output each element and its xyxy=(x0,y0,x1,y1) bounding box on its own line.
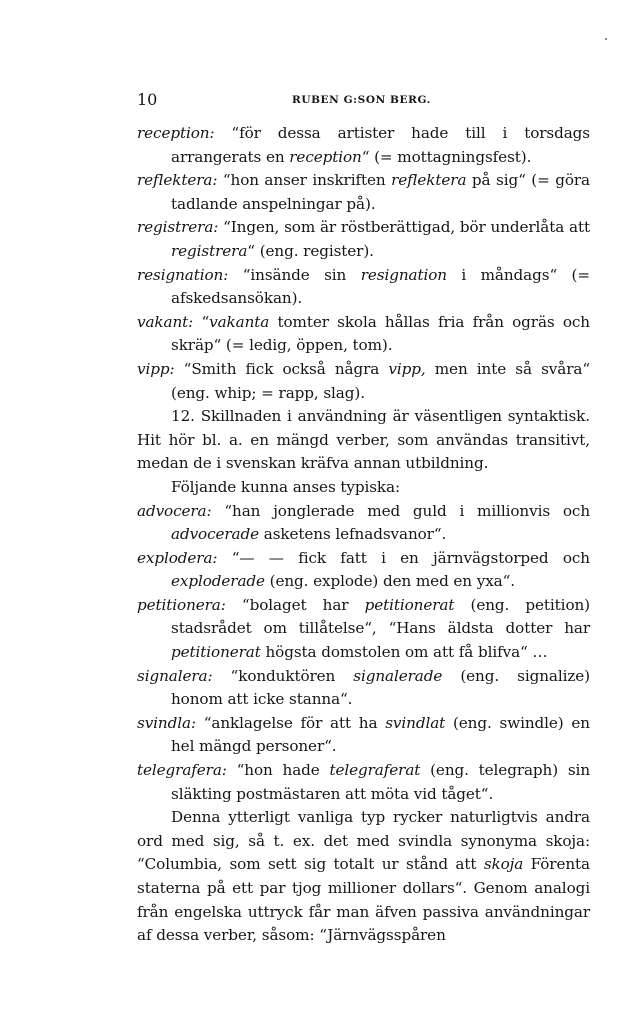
entry-reflektera xyxy=(137,169,590,216)
entry-term: petitionera: xyxy=(137,595,226,614)
entry-reception xyxy=(137,122,590,169)
entry-example-italic: vakanta xyxy=(209,312,270,331)
entry-term: registrera: xyxy=(137,218,219,237)
entry-text: “insände sin xyxy=(228,265,361,284)
entry-example-italic: advocerade xyxy=(171,525,260,544)
entry-telegrafera xyxy=(137,759,590,806)
entry-svindla xyxy=(137,712,590,759)
entry-text: “bolaget har xyxy=(225,595,365,614)
entry-term: reflektera: xyxy=(137,171,218,190)
entry-term: resignation: xyxy=(137,265,229,284)
entry-text: tomter skola hållas fria från ogräs och skräp“ (= ledig, öppen, tom). xyxy=(171,312,590,355)
entry-registrera xyxy=(137,216,590,263)
entry-term: vipp: xyxy=(137,359,175,378)
entry-example-italic: signalerade xyxy=(353,666,443,685)
entry-text: (eng. telegraph) sin släkting postmästaren att möta vid tåget“. xyxy=(171,761,591,803)
entry-text: “ xyxy=(193,312,210,331)
entry-text: “anklagelse för att ha xyxy=(195,713,386,732)
entry-explodera xyxy=(137,547,590,594)
entry-example-italic: petitionerat xyxy=(171,643,261,662)
body-text xyxy=(137,122,590,948)
entry-petitionera xyxy=(137,594,590,665)
entry-term: telegrafera: xyxy=(137,761,227,780)
entry-text: “— — fick fatt i en järnvägstorped och xyxy=(217,548,590,567)
entry-signalera xyxy=(137,665,590,712)
entry-example-italic: vipp, xyxy=(388,359,426,378)
entry-example-italic: reception xyxy=(289,147,362,166)
paragraph-text: Denna ytterligt vanliga typ rycker naturligtvis andra ord med sig, så t. ex. det med svindla synonyma skoja: “Columbia, som sett sig totalt ur stånd att xyxy=(137,808,590,874)
entry-text: “Smith fick också några xyxy=(174,359,389,378)
entry-advocera xyxy=(137,500,590,547)
entry-term: reception: xyxy=(137,124,215,142)
entry-text: “för dessa artister hade till i torsdags arrangerats en xyxy=(171,124,590,166)
paragraph-text: Förenta staterna på ett par tjog millioner dollars“. Genom analogi från engelska uttryck får man äfven passiva användningar af dessa verber, såsom: “Järnvägsspåren xyxy=(137,855,590,945)
entry-text: asketens lefnadsvanor“. xyxy=(259,525,447,544)
entry-example-italic: svindlat xyxy=(385,713,446,732)
entry-example-italic: resignation xyxy=(360,265,447,284)
entry-text: i måndags“ (= afskedsansökan). xyxy=(171,265,591,308)
entry-text: “ (eng. register). xyxy=(247,241,374,260)
speck-mark xyxy=(605,38,607,40)
entry-example-italic: telegraferat xyxy=(329,761,421,780)
entry-text: (eng. signalize) honom att icke stanna“. xyxy=(171,666,590,709)
entry-text: “hon anser inskriften xyxy=(217,171,392,190)
entry-example-italic: exploderade xyxy=(171,572,265,591)
entry-text: (eng. explode) den med en yxa“. xyxy=(264,572,516,591)
entry-text: “konduktören xyxy=(212,666,354,685)
entry-text: “hon hade xyxy=(226,761,330,780)
entry-vipp xyxy=(137,358,590,405)
running-head: RUBEN G:SON BERG. xyxy=(292,94,431,106)
entry-text: “han jonglerade med guld i millionvis och xyxy=(211,501,590,520)
intro-line: Följande kunna anses typiska: xyxy=(171,477,400,496)
entry-term: advocera: xyxy=(137,501,212,520)
entry-vakant xyxy=(137,311,590,358)
page-number: 10 xyxy=(137,90,158,109)
entry-text: “Ingen, som är röstberättigad, bör underlåta att xyxy=(218,218,590,237)
page-header xyxy=(137,90,590,114)
entry-text: “ (= mottagningsfest). xyxy=(361,147,532,166)
entry-example-italic: reflektera xyxy=(391,171,467,190)
entry-term: signalera: xyxy=(137,666,213,685)
final-paragraph xyxy=(137,806,590,948)
entry-example-italic: petitionerat xyxy=(364,595,455,614)
entry-term: vakant: xyxy=(137,312,194,331)
paragraph-12: 12. Skillnaden i användning är väsentligen syntaktisk. Hit hör bl. a. en mängd verber, som användas transitivt, medan de i svenskan kräfva annan utbildning. xyxy=(137,407,590,473)
entry-text: på sig“ (= göra tadlande anspelningar på). xyxy=(171,171,590,213)
entry-text: (eng. swindle) en hel mängd personer“. xyxy=(171,713,590,756)
paragraph-italic: skoja xyxy=(483,855,524,874)
entry-resignation xyxy=(137,264,590,311)
entry-text: högsta domstolen om att få blifva“ … xyxy=(260,643,548,662)
entry-text: (eng. petition) stadsrådet om tillåtelse“, “Hans äldsta dotter har xyxy=(171,595,590,638)
entry-term: explodera: xyxy=(137,548,218,567)
entry-term: svindla: xyxy=(137,713,196,732)
entry-text: men inte så svåra“ (eng. whip; = rapp, slag). xyxy=(171,359,590,402)
entry-example-italic: registrera xyxy=(171,241,248,260)
